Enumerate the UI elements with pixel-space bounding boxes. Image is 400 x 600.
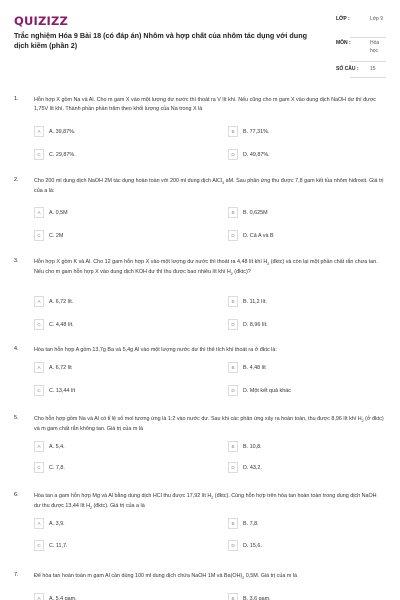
question-number: 4. <box>14 346 19 352</box>
question-item <box>14 492 386 568</box>
option-text: C. 29,87%. <box>49 151 76 158</box>
option-letter-box: C <box>34 385 44 396</box>
question-item <box>14 415 386 491</box>
option-b[interactable] <box>228 440 262 453</box>
option-text: C. 11,7. <box>49 542 68 549</box>
option-letter-box: A <box>34 518 44 529</box>
option-c[interactable] <box>34 229 63 242</box>
question-count-field <box>336 66 386 78</box>
option-letter-box: A <box>34 441 44 452</box>
option-text: B. 4,48 lít <box>243 364 266 371</box>
question-item <box>14 346 386 414</box>
option-letter-box: B <box>228 593 238 600</box>
option-text: C. 2M <box>49 232 64 239</box>
question-item <box>14 177 386 255</box>
option-text: A. 0,5M <box>49 209 68 216</box>
question-text: Cho hỗn hợp gồm Na và Al có tỉ lệ số mol tương ứng là 1:2 vào nước dư. Sau khi các phản ứng xảy ra hoàn toàn, thu được 8,96 lít khí $H_2$ (ở đktc) và m gam chất rắn không tan. Giá trị của m là <box>34 416 384 432</box>
option-letter-box: B <box>228 207 238 218</box>
option-text: A. 5,4. <box>49 443 65 450</box>
question-number: 6. <box>14 492 19 498</box>
question-number: 5. <box>14 415 19 421</box>
question-item <box>14 572 386 600</box>
option-letter-box: D <box>228 319 238 330</box>
option-letter-box: B <box>228 441 238 452</box>
option-text: A. 5,4 gam. <box>49 595 77 600</box>
question-text: Cho 200 ml dung dịch NaOH 2M tác dụng hoàn toàn với 200 ml dung dịch AlCl$_3$ aM. Sau phản ứng thu được 7,8 gam kết tủa nhôm hiđroxit. Giá trị của a là: <box>34 178 384 194</box>
option-text: D. Một kết quả khác <box>243 387 291 394</box>
option-d[interactable] <box>228 539 262 552</box>
subject-underline <box>350 61 386 62</box>
question-number: 1. <box>14 96 19 102</box>
option-c[interactable] <box>34 148 76 161</box>
option-a[interactable] <box>34 206 68 219</box>
question-item <box>14 258 386 344</box>
option-text: C. 7,8. <box>49 464 65 471</box>
option-b[interactable] <box>228 206 268 219</box>
option-a[interactable] <box>34 592 77 600</box>
question-count-value: 15 <box>370 66 376 72</box>
worksheet-title: Trắc nghiệm Hóa 9 Bài 18 (có đáp án) Nhôm và hợp chất của nhôm tác dụng với dung dịch kiềm (phần 2) <box>14 31 307 50</box>
option-d[interactable] <box>228 148 270 161</box>
option-letter-box: C <box>34 149 44 160</box>
option-b[interactable] <box>228 361 266 374</box>
option-d[interactable] <box>228 461 262 474</box>
option-letter-box: B <box>228 296 238 307</box>
question-number: 3. <box>14 258 19 264</box>
option-letter-box: A <box>34 362 44 373</box>
option-letter-box: C <box>34 540 44 551</box>
option-text: A. 6,72 lít <box>49 364 72 371</box>
question-text: Hỗn hợp X gồm K và Al. Cho 12 gam hỗn hợp X vào một lượng dư nước thì thoát ra 4,48 lít khí $H_2$ (đktc) và còn lại một phần chất rắn chưa tan. Nếu cho m gam hỗn hợp X vào dung dịch KOH dư thì thu được bao nhiêu lít khí $H_2$ (đktc)? <box>34 259 378 276</box>
option-text: D. Cả A và B <box>243 232 274 239</box>
option-text: D. 15,6. <box>243 542 262 549</box>
option-a[interactable] <box>34 517 65 530</box>
option-c[interactable] <box>34 539 67 552</box>
question-text: Hỗn hợp X gồm Na và Al. Cho m gam X vào một lượng dư nước thì thoát ra V lít khí. Nếu cũng cho m gam X vào dung dịch NaOH dư thì được 1,75V lít khí. Thành phần phần trăm theo khối lượng của Na trong X là <box>34 97 377 112</box>
option-b[interactable] <box>228 517 259 530</box>
option-text: B. 7,8. <box>243 520 259 527</box>
class-value: Lớp 9 <box>370 16 384 22</box>
subject-label: MÔN : <box>336 40 351 46</box>
question-number: 7. <box>14 572 19 578</box>
class-field <box>336 16 386 36</box>
option-text: D. 49,87%. <box>243 151 270 158</box>
option-text: C. 13,44 lít <box>49 387 76 394</box>
quizizz-logo: QUIZIZZ <box>14 14 69 28</box>
question-text: Hòa tan hỗn hợp A gồm 13,7g Ba và 5,4g Al vào một lượng nước dư thì thể tích khí thoát ra ở đktc là: <box>34 347 277 353</box>
option-letter-box: D <box>228 149 238 160</box>
option-letter-box: C <box>34 230 44 241</box>
option-letter-box: C <box>34 319 44 330</box>
option-c[interactable] <box>34 384 75 397</box>
option-letter-box: A <box>34 207 44 218</box>
option-d[interactable] <box>228 318 268 331</box>
option-text: C. 4,48 lít. <box>49 321 74 328</box>
option-letter-box: A <box>34 593 44 600</box>
option-letter-box: A <box>34 296 44 307</box>
option-text: D. 43,2. <box>243 464 262 471</box>
question-number: 2. <box>14 177 19 183</box>
option-letter-box: D <box>228 462 238 473</box>
option-text: B. 11,2 lít. <box>243 298 267 305</box>
subject-value: Hóa học <box>370 40 380 54</box>
question-item <box>14 96 386 174</box>
option-letter-box: D <box>228 230 238 241</box>
option-letter-box: B <box>228 518 238 529</box>
option-a[interactable] <box>34 361 72 374</box>
option-letter-box: A <box>34 126 44 137</box>
option-text: A. 39,87%. <box>49 128 76 135</box>
option-c[interactable] <box>34 461 65 474</box>
question-text: Để hòa tan hoàn toàn m gam Al cần dùng 100 ml dung dịch chứa NaOH 1M và $Ba(OH)_2$ 0,5M. Giá trị của m là <box>34 573 298 581</box>
option-a[interactable] <box>34 125 75 138</box>
option-text: A. 6,72 lít. <box>49 298 74 305</box>
option-text: B. 10,8. <box>243 443 262 450</box>
option-text: A. 3,9. <box>49 520 65 527</box>
option-text: B. 77,31%. <box>243 128 270 135</box>
option-text: D. 8,96 lít. <box>243 321 268 328</box>
option-b[interactable] <box>228 125 269 138</box>
option-b[interactable] <box>228 295 267 308</box>
option-b[interactable] <box>228 592 271 600</box>
question-text: Hòa tan a gam hỗn hợp Mg và Al bằng dung dịch HCl thu được 17,92 lít $H_2$ (đktc). Cùng hỗn hợp trên hòa tan hoàn toàn trong dung dịch NaOH dư thu được 13,44 lít $H_2$ (đktc). Giá trị của a là <box>34 493 377 510</box>
question-count-label: SỐ CÂU : <box>336 66 359 72</box>
option-a[interactable] <box>34 440 65 453</box>
option-text: B. 0,625M <box>243 209 268 216</box>
count-underline <box>350 77 386 78</box>
option-a[interactable] <box>34 295 73 308</box>
option-letter-box: B <box>228 126 238 137</box>
subject-field <box>336 40 386 62</box>
option-letter-box: D <box>228 385 238 396</box>
class-label: LỚP : <box>336 16 350 22</box>
option-d[interactable] <box>228 384 291 397</box>
option-letter-box: C <box>34 462 44 473</box>
option-text: B. 3,6 gam. <box>243 595 271 600</box>
worksheet-header <box>14 12 386 82</box>
class-underline <box>350 37 386 38</box>
option-letter-box: D <box>228 540 238 551</box>
option-d[interactable] <box>228 229 274 242</box>
option-letter-box: B <box>228 362 238 373</box>
option-c[interactable] <box>34 318 74 331</box>
